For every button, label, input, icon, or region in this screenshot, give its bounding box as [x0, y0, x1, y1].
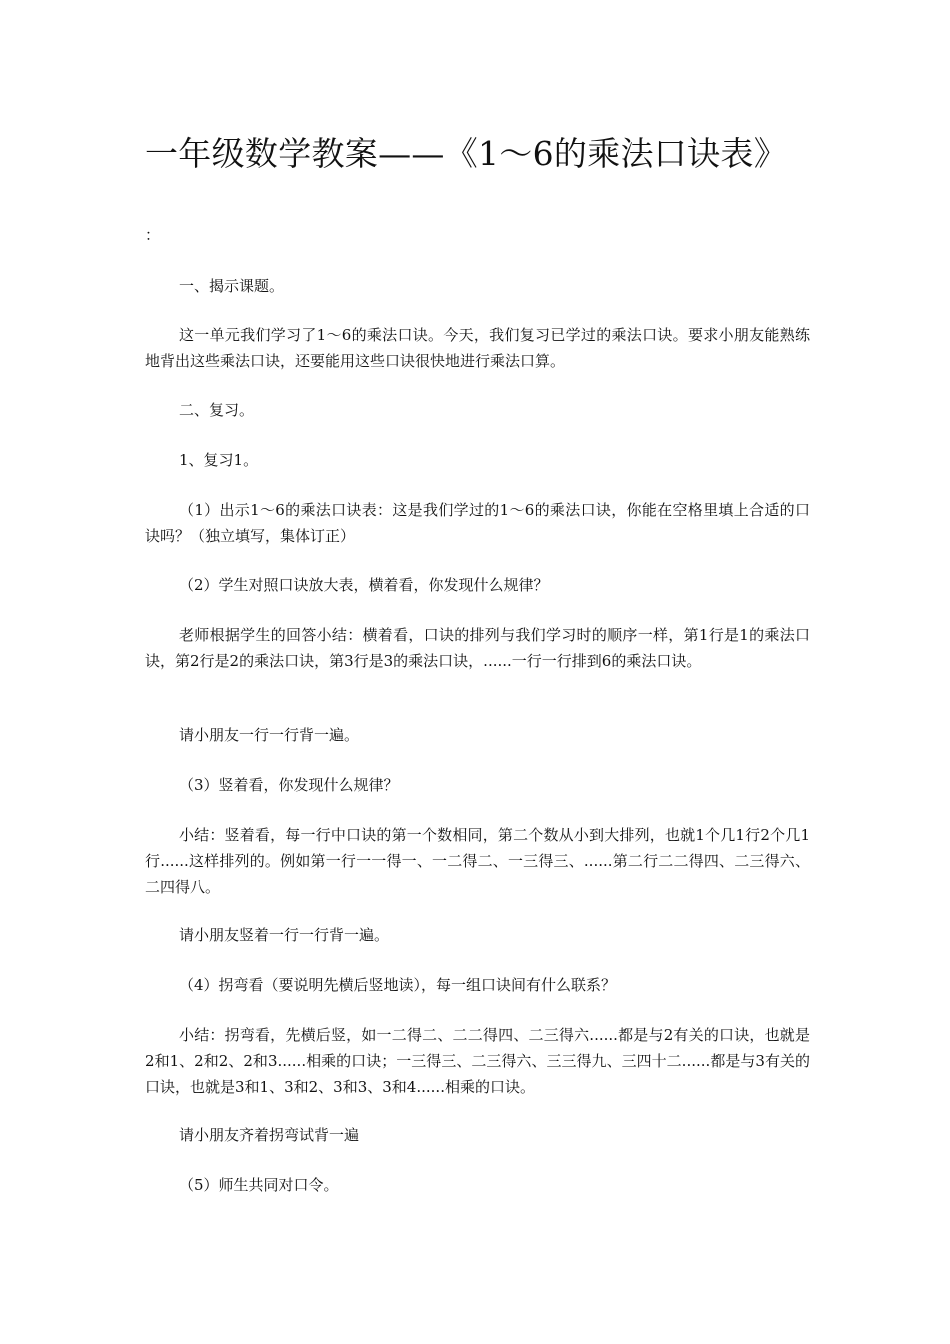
section-heading-2: 二、复习。 — [179, 401, 255, 419]
paragraph: （1）出示1～6的乘法口诀表：这是我们学过的1～6的乘法口诀，你能在空格里填上合适的口诀吗？（独立填写，集体订正） — [145, 501, 810, 545]
paragraph: 1、复习1。 — [179, 451, 259, 469]
paragraph: （4）拐弯看（要说明先横后竖地读），每一组口诀间有什么联系？ — [179, 976, 617, 994]
intro-mark: ： — [145, 226, 161, 244]
paragraph: （2）学生对照口诀放大表，横着看，你发现什么规律？ — [179, 576, 549, 594]
paragraph: 小结：竖着看，每一行中口诀的第一个数相同，第二个数从小到大排列，也就1个几1行2个几1行......这样排列的。例如第一行一一得一、一二得二、一三得三、......第二行二二得四、二三得六、二四得八。 — [145, 826, 810, 896]
document-title: 一年级数学教案——《1～6的乘法口诀表》 — [145, 134, 787, 173]
paragraph: 老师根据学生的回答小结：横着看，口诀的排列与我们学习时的顺序一样，第1行是1的乘法口诀，第2行是2的乘法口诀，第3行是3的乘法口诀，......一行一行排到6的乘法口诀。 — [145, 626, 810, 670]
paragraph: 请小朋友竖着一行一行背一遍。 — [179, 926, 390, 944]
section-heading-1: 一、揭示课题。 — [179, 277, 285, 295]
paragraph: 请小朋友齐着拐弯试背一遍 — [179, 1126, 360, 1144]
paragraph: （3）竖着看，你发现什么规律？ — [179, 776, 399, 794]
paragraph: 小结：拐弯看，先横后竖，如一二得二、二二得四、二三得六......都是与2有关的口诀，也就是2和1、2和2、2和3......相乘的口诀；一三得三、二三得六、三三得九、三四十二......都是与3有关的口诀，也就是3和1、3和2、3和3、3和4......相乘的口诀。 — [145, 1026, 810, 1096]
paragraph: 这一单元我们学习了1～6的乘法口诀。今天，我们复习已学过的乘法口诀。要求小朋友能熟练地背出这些乘法口诀，还要能用这些口诀很快地进行乘法口算。 — [145, 326, 810, 370]
paragraph: （5）师生共同对口令。 — [179, 1176, 339, 1194]
paragraph: 请小朋友一行一行背一遍。 — [179, 726, 360, 744]
